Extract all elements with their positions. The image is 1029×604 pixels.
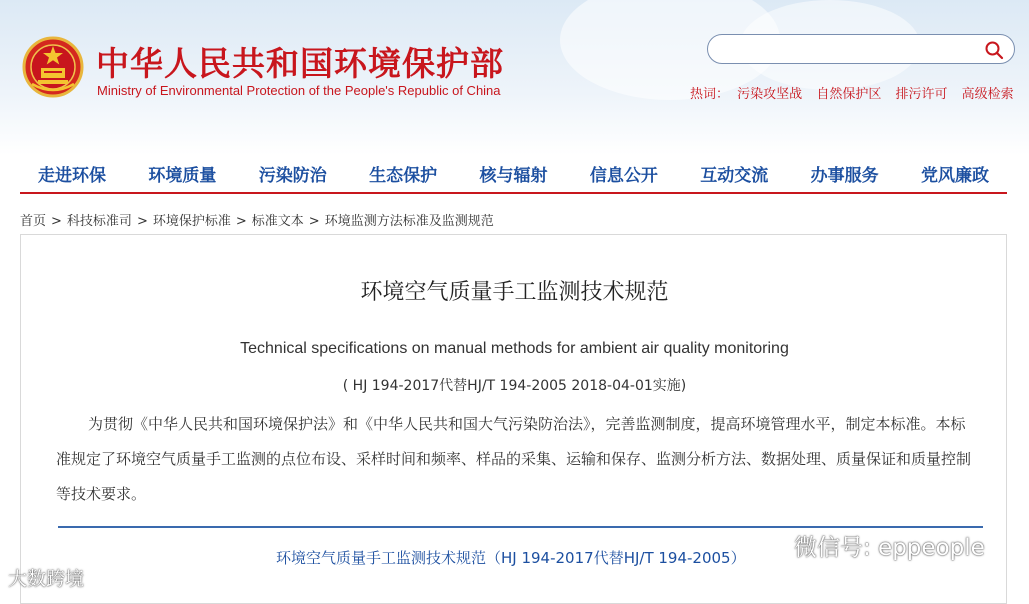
nav-item-party-integrity[interactable]: 党风廉政 [921, 166, 989, 186]
nav-item-services[interactable]: 办事服务 [810, 166, 879, 186]
site-header [0, 0, 1029, 155]
hot-word-link[interactable]: 排污许可 [895, 87, 948, 102]
site-title-english[interactable]: Ministry of Environmental Protection of the People's Republic of China [97, 83, 501, 98]
watermark-wechat [762, 529, 985, 562]
breadcrumb-separator: > [235, 214, 247, 229]
nav-item-ecology[interactable]: 生态保护 [369, 166, 438, 186]
breadcrumb-home[interactable]: 首页 [20, 214, 47, 229]
breadcrumb [20, 210, 494, 229]
national-emblem-icon[interactable] [22, 36, 84, 98]
breadcrumb-separator: > [308, 214, 320, 229]
nav-item-public-info[interactable]: 信息公开 [589, 166, 658, 186]
nav-item-nuclear-radiation[interactable]: 核与辐射 [479, 166, 548, 186]
hot-words-label: 热词： [690, 87, 730, 102]
divider [58, 526, 983, 528]
hot-words [690, 83, 1024, 102]
breadcrumb-separator: > [136, 214, 148, 229]
search-icon[interactable] [984, 40, 1004, 60]
document-title: 环境空气质量手工监测技术规范 [360, 280, 669, 305]
nav-item-interaction[interactable]: 互动交流 [700, 166, 769, 186]
attachment-link[interactable]: 环境空气质量手工监测技术规范（HJ 194-2017代替HJ/T 194-2005） [276, 549, 746, 567]
document-code: ( HJ 194-2017代替HJ/T 194-2005 2018-04-01实施) [342, 378, 687, 394]
hot-word-link[interactable]: 污染攻坚战 [737, 87, 803, 102]
watermark-brand: 大数跨境 [8, 568, 85, 590]
breadcrumb-item[interactable]: 环境保护标准 [152, 214, 231, 229]
nav-item-about[interactable]: 走进环保 [38, 166, 106, 186]
site-title[interactable]: 中华人民共和国环境保护部 [96, 44, 504, 83]
nav-item-pollution-control[interactable]: 污染防治 [258, 166, 327, 186]
hot-word-link[interactable]: 自然保护区 [816, 87, 882, 102]
document-summary: 为贯彻《中华人民共和国环境保护法》和《中华人民共和国大气污染防治法》，完善监测制度，提高环境管理水平，制定本标准。本标准规定了环境空气质量手工监测的点位布设、采样时间和频率、样品的采集、运输和保存、监测分析方法、数据处理、质量保证和质量控制等技术要求。 [56, 415, 972, 503]
advanced-search-link[interactable]: 高级检索 [961, 87, 1014, 102]
breadcrumb-item[interactable]: 标准文本 [251, 214, 304, 229]
wechat-icon [762, 537, 788, 557]
watermark-wechat-text: 微信号: eppeople [794, 535, 985, 561]
breadcrumb-item[interactable]: 科技标准司 [66, 214, 132, 229]
search-input[interactable] [720, 40, 974, 60]
search-box [707, 34, 1015, 64]
nav-item-environment-quality[interactable]: 环境质量 [148, 166, 217, 186]
breadcrumb-current[interactable]: 环境监测方法标准及监测规范 [324, 214, 494, 229]
document-title-english: Technical specifications on manual methods for ambient air quality monitoring [240, 340, 789, 357]
breadcrumb-separator: > [51, 214, 62, 229]
main-nav [20, 158, 1007, 194]
